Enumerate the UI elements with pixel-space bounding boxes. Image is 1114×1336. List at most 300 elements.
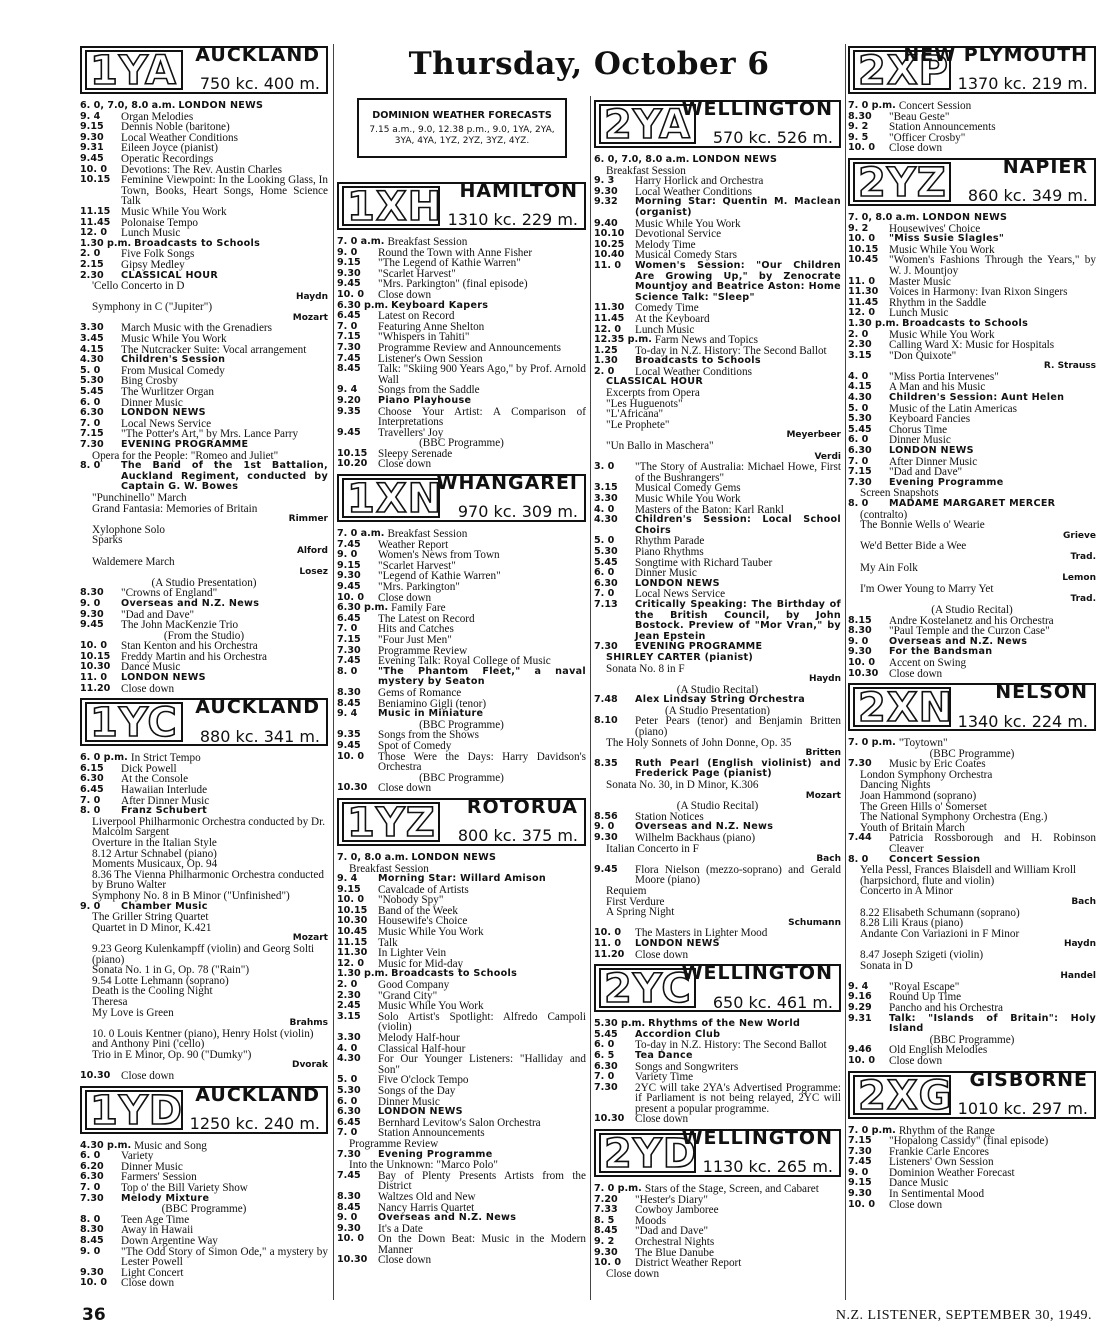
- programme-row: [848, 340, 1096, 351]
- programme-detail: The Bonnie Wells o' Wearie: [860, 519, 985, 532]
- station-callsign: 1YZ: [342, 802, 440, 842]
- programme-title: Close down: [889, 1198, 943, 1211]
- programme-title: Station Announcements: [889, 121, 996, 134]
- programme-title: Light Concert: [121, 1266, 184, 1279]
- programme-row: [594, 950, 841, 961]
- programme-detail: 8.22 Elisabeth Schumann (soprano): [860, 906, 1020, 919]
- programme-time: 11. 0: [80, 672, 108, 684]
- programme-note: (BBC Programme): [419, 771, 504, 784]
- programme-time: 9. 4: [337, 708, 358, 720]
- programme-time: 7. 0 p.m.: [594, 1183, 642, 1195]
- programme-row: [80, 1162, 328, 1173]
- programme-title: Melody Half-hour: [378, 1032, 460, 1044]
- programme-time: 10.30: [337, 1254, 368, 1266]
- column-rule: [590, 96, 591, 1300]
- programme-title: "Don Quixote": [889, 349, 957, 362]
- programme-time: 7.30: [337, 644, 361, 656]
- programme-row: [80, 101, 328, 112]
- programme-title: LONDON NEWS: [889, 445, 974, 457]
- programme-title: The Nutcracker Suite: Vocal arrangement: [121, 343, 307, 356]
- programme-row: [337, 1033, 586, 1044]
- composer-credit: R. Strauss: [1043, 361, 1096, 372]
- programme-time: 1.25: [594, 344, 618, 356]
- programme-time: 9. 0: [337, 549, 358, 561]
- programme-title: "Whispers in Tahiti": [378, 331, 470, 344]
- programme-detail: Sonata No. 1 in G, Op. 78 ("Rain"): [92, 964, 250, 977]
- programme-title: Local Weather Conditions: [121, 131, 238, 144]
- programme-title: Broadcasts to Schools: [635, 355, 761, 367]
- programme-title: On the Down Beat: Music in the Modern Manner: [378, 1233, 586, 1256]
- programme-detail: 8.12 Artur Schnabel (piano): [92, 847, 217, 860]
- programme-row: [80, 387, 328, 398]
- programme-detail: Xylophone Solo: [92, 523, 166, 536]
- programme-title: Lunch Music: [889, 307, 949, 320]
- station-city: WELLINGTON: [681, 962, 833, 985]
- programme-title: Close down: [378, 1254, 432, 1267]
- programme-row: [337, 343, 586, 354]
- programme-note: (A Studio Recital): [676, 800, 759, 813]
- programme-row: [337, 529, 586, 540]
- programme-title: Dance Music: [121, 661, 181, 674]
- composer-credit: Trad.: [1070, 551, 1096, 562]
- programme-title: "The Odd Story of Simon Ode," a mystery by Lester Powell: [121, 1245, 328, 1269]
- programme-row: [594, 515, 841, 536]
- station-city: HAMILTON: [459, 180, 578, 202]
- programme-detail: Overture in the Italian Style: [92, 837, 217, 849]
- programme-row: [80, 239, 328, 250]
- column-rule: [845, 44, 846, 1300]
- programme-time: 9.32: [594, 196, 618, 208]
- programme-time: 9.30: [337, 1222, 361, 1234]
- programme-time: 9. 0: [337, 246, 358, 258]
- programme-title: Close down: [378, 288, 432, 301]
- programme-time: 5.45: [594, 556, 618, 568]
- programme-time: 3.30: [80, 322, 104, 334]
- programme-time: 9. 4: [80, 110, 101, 122]
- programme-time: 8. 0: [337, 665, 358, 677]
- station-city: AUCKLAND: [195, 1083, 320, 1106]
- programme-title: Evening Programme: [889, 476, 1004, 488]
- programme-time: 8.30: [80, 587, 104, 599]
- programme-time: 7. 0, 8.0 a.m.: [848, 211, 920, 223]
- programme-time: 7. 0, 8.0 a.m.: [337, 851, 409, 863]
- programme-title: "Four Just Men": [378, 634, 452, 646]
- programme-time: 11.45: [594, 312, 625, 324]
- programme-detail: Yella Pessl, Frances Blaisdell and William Kroll (harpsichord, flute and violin): [860, 864, 1077, 887]
- programme-row: [594, 1114, 841, 1125]
- programme-time: 8.10: [594, 715, 618, 727]
- programme-title: Top o' the Bill Variety Show: [121, 1182, 248, 1195]
- programme-row: [848, 457, 1096, 468]
- programme-time: 10.15: [80, 650, 111, 662]
- station-frequency: 1340 kc. 224 m.: [957, 711, 1088, 731]
- programme-row: [80, 599, 328, 610]
- programme-title: Round the Town with Anne Fisher: [378, 246, 533, 259]
- programme-time: 9.31: [80, 142, 104, 154]
- programme-time: 10.30: [80, 661, 111, 673]
- programme-detail: Concerto in A Minor: [860, 885, 953, 898]
- programme-title: Close down: [889, 667, 943, 680]
- programme-time: 6. 5: [594, 1049, 615, 1061]
- programme-row: [337, 449, 586, 460]
- programme-time: 7.30: [848, 1145, 872, 1157]
- programme-time: 9.45: [337, 278, 361, 290]
- programme-time: 7.20: [594, 1193, 618, 1205]
- programme-title: The John MacKenzie Trio: [121, 619, 239, 632]
- station-frequency: 1310 kc. 229 m.: [447, 210, 578, 230]
- programme-time: 5. 0: [80, 364, 101, 376]
- programme-time: 10.30: [848, 667, 879, 679]
- programme-row: [80, 249, 328, 260]
- programme-title: "Legend of Kathie Warren": [378, 570, 501, 583]
- programme-detail: I'm Ower Young to Marry Yet: [860, 582, 994, 595]
- programme-time: 5.45: [594, 1028, 618, 1040]
- station-city: WELLINGTON: [681, 1127, 833, 1150]
- programme-time: 9. 2: [848, 222, 869, 234]
- programme-row: [848, 1168, 1096, 1179]
- programme-time: 6.45: [80, 784, 104, 796]
- programme-title: Five O'clock Tempo: [378, 1074, 469, 1087]
- programme-title: It's a Date: [378, 1222, 423, 1235]
- programme-title: Women's Session: "Our Children Are Growing Up," by Zenocrate Mountjoy and Beatrice Aston: Home Science Talk: "Sleep": [635, 259, 841, 303]
- programme-time: 2. 0: [337, 979, 358, 991]
- programme-row: [594, 494, 841, 505]
- programme-title: Evening Programme: [378, 1148, 493, 1160]
- programme-title: Operatic Recordings: [121, 152, 214, 165]
- programme-title: Hawaiian Interlude: [121, 784, 208, 797]
- programme-time: 5. 0: [337, 1074, 358, 1086]
- programme-row: [80, 1268, 328, 1279]
- programme-time: 8.30: [337, 686, 361, 698]
- station-callsign: 1YD: [85, 1090, 183, 1130]
- station-frequency: 880 kc. 341 m.: [199, 726, 320, 746]
- programme-title: Alex Lindsay String Orchestra: [635, 694, 805, 706]
- programme-time: 7.30: [80, 439, 104, 450]
- programme-title: Local Weather Conditions: [635, 365, 752, 378]
- programme-row: [337, 885, 586, 896]
- programme-title: Housewives' Choice: [889, 222, 981, 235]
- programme-time: 6.20: [80, 1160, 104, 1172]
- programme-title: Old English Melodies: [889, 1044, 988, 1057]
- programme-title: Andre Kostelanetz and his Orchestra: [889, 614, 1054, 627]
- programme-detail: (contralto): [860, 508, 908, 521]
- programme-row: [337, 279, 586, 290]
- programme-row: [848, 319, 1096, 330]
- programme-time: 6. 0 p.m.: [80, 752, 128, 764]
- station-header-2yc: [594, 964, 841, 1012]
- programme-time: 8.56: [594, 810, 618, 822]
- programme-title: Freddy Martin and his Orchestra: [121, 650, 268, 663]
- programme-row: [337, 667, 586, 688]
- programme-time: 6.30: [594, 577, 618, 589]
- programme-time: 9.46: [848, 1044, 872, 1056]
- programme-detail: Trio in E Minor, Op. 90 ("Dumky"): [92, 1048, 252, 1061]
- station-header-1yz: [337, 795, 586, 846]
- programme-note: (A Studio Recital): [931, 603, 1013, 616]
- programme-row: [848, 425, 1096, 436]
- programme-title: Songs of the Day: [378, 1084, 456, 1097]
- programme-detail: Into the Unknown: "Marco Polo": [349, 1159, 498, 1172]
- programme-row: [80, 175, 328, 207]
- programme-title: Close down: [889, 142, 943, 155]
- programme-detail: 8.47 Joseph Szigeti (violin): [860, 948, 984, 961]
- programme-time: 7.15: [337, 634, 361, 645]
- programme-row: [80, 652, 328, 663]
- programme-title: In Lighter Vein: [378, 947, 447, 960]
- programme-title: Music in Miniature: [378, 708, 484, 720]
- programme-title: Bay of Plenty Presents Artists from the District: [378, 1169, 586, 1193]
- programme-time: 7.30: [594, 641, 618, 653]
- page-number: 36: [82, 1305, 106, 1325]
- composer-credit: Bach: [816, 854, 841, 865]
- programme-title: Children's Session: Local School Choirs: [635, 514, 841, 536]
- station-city: GISBORNE: [969, 1068, 1088, 1091]
- programme-title: LONDON NEWS: [121, 672, 206, 684]
- programme-title: Dominion Weather Forecast: [889, 1166, 1015, 1179]
- programme-time: 9.30: [80, 131, 104, 143]
- programme-title: Dennis Noble (baritone): [121, 121, 230, 134]
- programme-title: From Musical Comedy: [121, 364, 225, 377]
- programme-title: "Crowns of England": [121, 587, 218, 600]
- programme-time: 9.45: [594, 863, 618, 875]
- programme-time: 6. 0, 7.0, 8.0 a.m.: [80, 100, 176, 111]
- column-2: [337, 96, 586, 1266]
- programme-title: Devotions: The Rev. Austin Charles: [121, 163, 282, 176]
- programme-time: 9.30: [594, 832, 618, 843]
- programme-title: Dinner Music: [889, 434, 951, 447]
- programme-row: [848, 833, 1096, 854]
- programme-title: "Scarlet Harvest": [378, 559, 456, 572]
- programme-title: District Weather Report: [635, 1257, 742, 1270]
- programme-time: 8.30: [337, 1190, 361, 1202]
- programme-title: Dinner Music: [635, 567, 697, 580]
- programme-title: "Dad and Dave": [121, 608, 195, 621]
- station-frequency: 860 kc. 349 m.: [967, 186, 1088, 206]
- programme-row: [80, 1071, 328, 1082]
- programme-time: 2.45: [337, 1000, 361, 1012]
- composer-credit: Lemon: [1062, 573, 1096, 584]
- programme-detail: Andante Con Variazioni in F Minor: [860, 927, 1020, 940]
- programme-title: Talk: "Islands of Britain": Holy Island: [889, 1012, 1096, 1035]
- programme-time: 7. 0: [80, 417, 101, 429]
- station-header-2yd: [594, 1129, 841, 1177]
- programme-time: 4. 0: [337, 1042, 358, 1054]
- programme-time: 8. 0: [848, 498, 869, 509]
- programme-title: Songs from the Saddle: [378, 384, 480, 397]
- programme-note: (A Studio Presentation): [664, 704, 771, 717]
- programme-title: Music While You Work: [121, 333, 227, 346]
- programme-time: 9.30: [337, 570, 361, 582]
- programme-title: Travellers' Joy: [378, 426, 444, 439]
- programme-detail: 9.54 Lotte Lehmann (soprano): [92, 974, 229, 987]
- programme-title: Accent on Swing: [889, 656, 967, 669]
- programme-title: Master Music: [889, 275, 951, 288]
- programme-detail: Death is the Cooling Night: [92, 985, 213, 998]
- programme-title: Voices in Harmony: Ivan Rixon Singers: [889, 286, 1068, 299]
- programme-time: 7.30: [594, 1081, 618, 1093]
- programme-row: [594, 716, 841, 737]
- programme-time: 6.45: [337, 1116, 361, 1128]
- programme-title: Chamber Music: [121, 900, 208, 912]
- programme-time: 8.45: [337, 1201, 361, 1213]
- station-frequency: 650 kc. 461 m.: [712, 992, 833, 1012]
- programme-row: [594, 303, 841, 314]
- programme-time: 4.30: [594, 514, 618, 526]
- station-frequency: 800 kc. 375 m.: [457, 826, 578, 846]
- column-3: [594, 96, 841, 1279]
- programme-time: 9.30: [594, 185, 618, 197]
- programme-time: 6. 0: [80, 396, 101, 408]
- programme-time: 9. 2: [848, 121, 869, 133]
- programme-row: [337, 741, 586, 752]
- programme-row: [594, 759, 841, 780]
- programme-title: Ruth Pearl (English violinist) and Frederick Page (pianist): [635, 757, 841, 780]
- programme-title: "The Potter's Art," by Mrs. Lance Parry: [121, 428, 299, 441]
- programme-time: 11.20: [80, 682, 111, 694]
- programme-time: 9.30: [80, 1266, 104, 1278]
- programme-row: [594, 1062, 841, 1073]
- programme-time: 4.30: [848, 392, 872, 404]
- programme-row: [337, 635, 586, 646]
- programme-title: For Our Younger Listeners: "Halliday and Son": [378, 1053, 586, 1076]
- programme-time: 9.30: [848, 646, 872, 658]
- programme-row: [337, 550, 586, 561]
- programme-time: 9.45: [337, 739, 361, 751]
- programme-row: [80, 764, 328, 775]
- programme-detail: Programme Review: [349, 1137, 439, 1150]
- programme-title: Moods: [635, 1214, 667, 1227]
- programme-row: [594, 229, 841, 240]
- programme-title: Harry Horlick and Orchestra: [635, 175, 764, 188]
- programme-title: Rhythm in the Saddle: [889, 296, 987, 309]
- programme-title: Music of the Latin Americas: [889, 402, 1018, 415]
- station-header-2xg: [848, 1068, 1096, 1119]
- programme-time: 10. 0: [848, 1198, 876, 1210]
- programme-time: 10. 0: [337, 894, 365, 906]
- programme-title: Breakfast Session: [387, 528, 468, 541]
- programme-title: "Miss Portia Intervenes": [889, 370, 999, 383]
- programme-time: 7. 0 p.m.: [848, 100, 896, 111]
- programme-time: 11.45: [80, 216, 111, 228]
- programme-title: EVENING PROGRAMME: [635, 641, 763, 653]
- programme-row: [80, 218, 328, 229]
- station-callsign: 1YA: [85, 50, 183, 90]
- programme-title: "Grand City": [378, 989, 438, 1002]
- programme-title: Melody Mixture: [121, 1192, 210, 1204]
- programme-row: [337, 624, 586, 635]
- programme-title: "Mrs. Parkington" (final episode): [378, 278, 528, 291]
- programme-row: [337, 1171, 586, 1192]
- programme-time: 10.40: [594, 249, 625, 261]
- programme-row: [337, 1255, 586, 1266]
- programme-detail: Opera for the People: "Romeo and Juliet": [92, 449, 279, 462]
- programme-row: [337, 258, 586, 269]
- programme-time: 7.33: [594, 1204, 618, 1216]
- station-city: NELSON: [995, 681, 1088, 704]
- programme-time: 9. 0: [80, 900, 101, 912]
- programme-title: Five Folk Songs: [121, 248, 195, 261]
- programme-time: 7.13: [594, 598, 618, 610]
- programme-time: 1.30 p.m.: [80, 237, 132, 249]
- programme-time: 10. 0: [80, 1277, 108, 1289]
- programme-title: Rhythm of the Range: [898, 1124, 995, 1137]
- programme-row: [337, 938, 586, 949]
- programme-time: 9. 0: [80, 597, 101, 609]
- station-frequency: 1250 kc. 240 m.: [189, 1114, 320, 1134]
- programme-title: A Man and his Music: [889, 381, 986, 394]
- programme-title: Music While You Work: [121, 205, 227, 218]
- programme-row: [80, 1141, 328, 1152]
- programme-time: 10. 0: [848, 656, 876, 668]
- programme-time: 2.30: [80, 269, 104, 281]
- programme-title: Beniamino Gigli (tenor): [378, 697, 487, 710]
- programme-row: [594, 314, 841, 325]
- programme-row: [594, 197, 841, 218]
- programme-row: [337, 1234, 586, 1255]
- programme-row: [594, 261, 841, 303]
- programme-title: Bernhard Levitow's Salon Orchestra: [378, 1116, 541, 1129]
- programme-row: [594, 547, 841, 558]
- programme-time: 8.15: [848, 614, 872, 626]
- programme-row: [337, 396, 586, 407]
- programme-time: 9. 3: [594, 175, 615, 187]
- programme-time: 10. 0: [80, 163, 108, 175]
- programme-title: Station Announcements: [378, 1127, 485, 1140]
- programme-row: [337, 853, 586, 864]
- programme-title: CLASSICAL HOUR: [121, 269, 219, 281]
- programme-title: Overseas and N.Z. News: [378, 1212, 517, 1224]
- station-city: NAPIER: [1002, 155, 1088, 178]
- programme-time: 4.15: [848, 381, 872, 393]
- programme-row: [80, 1236, 328, 1247]
- programme-time: 7. 0: [337, 1127, 358, 1139]
- station-frequency: 1130 kc. 265 m.: [702, 1157, 833, 1177]
- programme-title: Piano Playhouse: [378, 394, 472, 406]
- programme-time: 5. 0: [848, 402, 869, 414]
- programme-title: Down Argentine Way: [121, 1235, 218, 1247]
- programme-title: Those Were the Days: Harry Davidson's Orchestra: [378, 750, 586, 774]
- programme-title: Women's News from Town: [378, 549, 500, 562]
- programme-time: 3. 0: [594, 461, 615, 473]
- programme-time: 10.10: [594, 228, 625, 240]
- programme-time: 9. 2: [594, 1236, 615, 1248]
- programme-title: Music While You Work: [889, 328, 995, 341]
- programme-detail: My Love is Green: [92, 1006, 174, 1019]
- programme-detail: First Verdure: [606, 895, 665, 908]
- composer-credit: Grieve: [1063, 530, 1096, 541]
- programme-time: 6.30: [848, 445, 872, 457]
- composer-credit: Haydn: [1063, 939, 1096, 950]
- station-header-2xn: [848, 683, 1096, 731]
- station-frequency: 970 kc. 309 m.: [457, 502, 578, 522]
- programme-time: 5. 0: [594, 535, 615, 547]
- programme-time: 12. 0: [337, 957, 365, 969]
- programme-row: [848, 658, 1096, 669]
- programme-time: 4.30: [337, 1053, 361, 1065]
- programme-detail: 8.28 Lili Kraus (piano): [860, 917, 964, 930]
- programme-title: Local News Service: [635, 588, 726, 601]
- programme-row: [337, 364, 586, 385]
- programme-time: 7. 0 a.m.: [337, 528, 385, 540]
- programme-title: Critically Speaking: The Birthday of the British Council, by John Bostock. Preview of "Mor Vran," by Jean Epstein: [635, 598, 841, 642]
- programme-title: To-day in N.Z. History: The Second Ballot: [635, 1039, 827, 1052]
- programme-row: [594, 1216, 841, 1227]
- programme-row: [80, 366, 328, 377]
- programme-time: 9.15: [337, 559, 361, 571]
- programme-title: For the Bandsman: [889, 646, 993, 658]
- programme-row: [594, 833, 841, 844]
- programme-title: Children's Session: [121, 354, 226, 366]
